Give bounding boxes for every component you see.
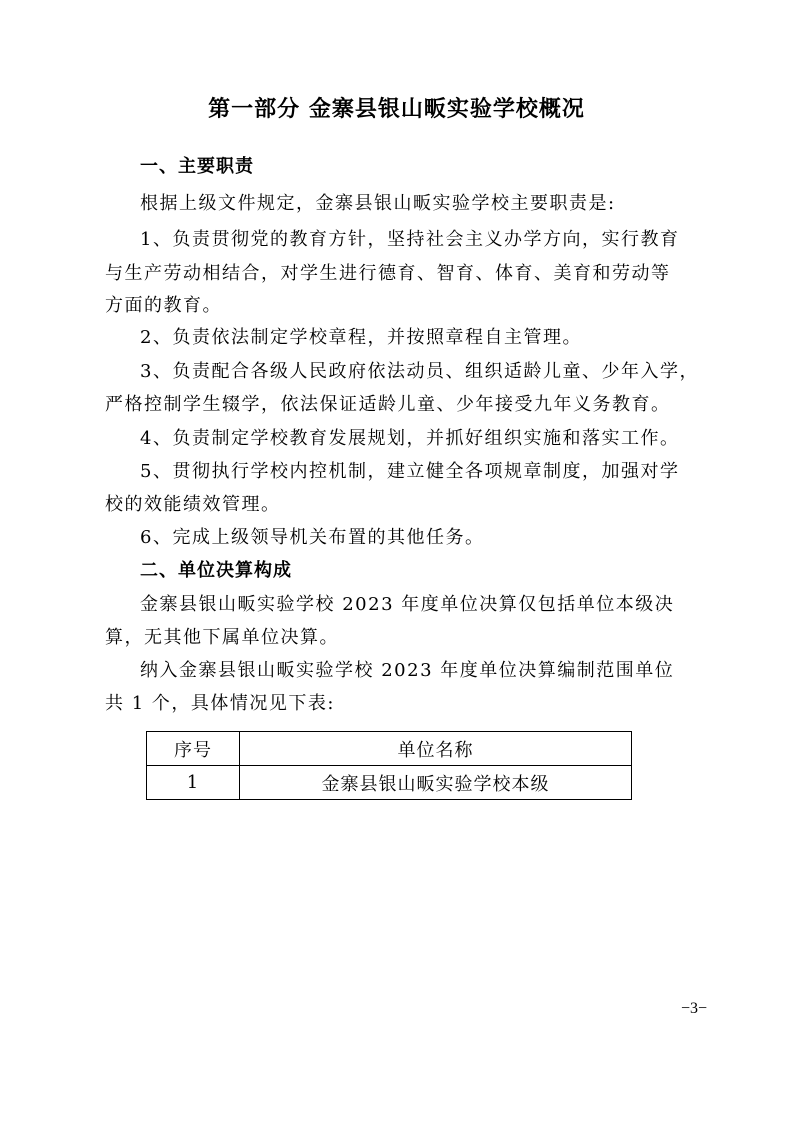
paragraph-line: 4、负责制定学校教育发展规划，并抓好组织实施和落实工作。 bbox=[140, 428, 680, 449]
table-header-row bbox=[147, 732, 632, 766]
unit-table bbox=[146, 731, 632, 800]
paragraph-line: 与生产劳动相结合，对学生进行德育、智育、体育、美育和劳动等 bbox=[105, 263, 671, 284]
paragraph-line: 纳入金寨县银山畈实验学校 2023 年度单位决算编制范围单位 bbox=[140, 660, 675, 681]
table-cell: 1 bbox=[147, 766, 240, 800]
paragraph-line: 5、贯彻执行学校内控机制，建立健全各项规章制度，加强对学 bbox=[140, 461, 680, 482]
section-heading-main-duties: 一、主要职责 bbox=[140, 156, 254, 177]
table-row bbox=[147, 766, 632, 800]
paragraph-line: 3、负责配合各级人民政府依法动员、组织适龄儿童、少年入学， bbox=[140, 361, 699, 382]
table-cell: 金寨县银山畈实验学校本级 bbox=[240, 766, 632, 800]
table-header-cell: 单位名称 bbox=[240, 732, 632, 766]
paragraph-line: 金寨县银山畈实验学校 2023 年度单位决算仅包括单位本级决 bbox=[140, 594, 675, 615]
paragraph-line: 算，无其他下属单位决算。 bbox=[105, 627, 339, 648]
page-number: −3− bbox=[680, 1000, 707, 1017]
paragraph-line: 2、负责依法制定学校章程，并按照章程自主管理。 bbox=[140, 327, 582, 348]
paragraph-intro: 根据上级文件规定，金寨县银山畈实验学校主要职责是: bbox=[140, 193, 616, 214]
section-heading-unit-composition: 二、单位决算构成 bbox=[140, 560, 292, 581]
paragraph-line: 共 1 个，具体情况见下表: bbox=[105, 693, 335, 714]
paragraph-line: 严格控制学生辍学，依法保证适龄儿童、少年接受九年义务教育。 bbox=[105, 394, 671, 415]
paragraph-line: 6、完成上级领导机关布置的其他任务。 bbox=[140, 527, 485, 548]
table-header-cell: 序号 bbox=[147, 732, 240, 766]
paragraph-line: 校的效能绩效管理。 bbox=[105, 494, 281, 515]
paragraph-line: 方面的教育。 bbox=[105, 295, 222, 316]
page-title: 第一部分 金寨县银山畈实验学校概况 bbox=[208, 96, 585, 122]
paragraph-line: 1、负责贯彻党的教育方针，坚持社会主义办学方向，实行教育 bbox=[140, 229, 680, 250]
